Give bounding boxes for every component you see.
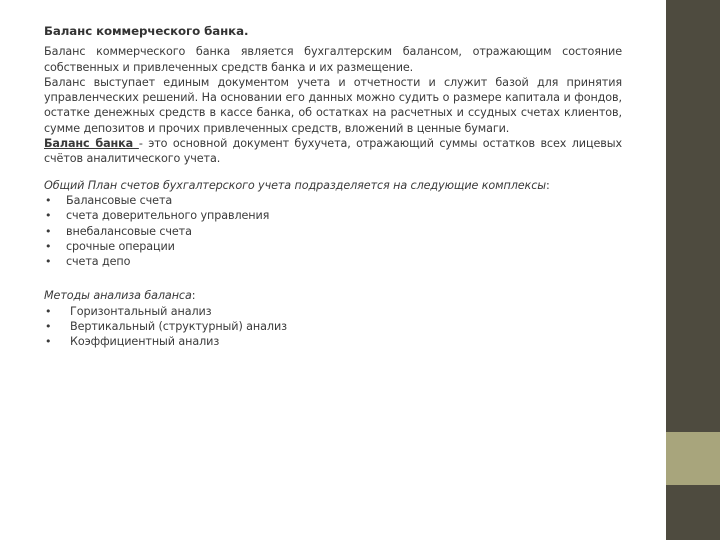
- methods-heading-colon: :: [191, 289, 196, 303]
- methods-heading: [44, 288, 622, 303]
- plan-item-label: счета депо: [66, 255, 131, 269]
- term-definition-text: - это основной документ бухучета, отражающий суммы остатков всех лицевых счётов аналитического учета.: [44, 137, 622, 166]
- list-item: [44, 193, 622, 208]
- paragraph-definition-balance: Баланс коммерческого банка является бухгалтерским балансом, отражающим состояние собственных и привлеченных средств банка и их размещение.: [44, 45, 622, 74]
- slide-content: [44, 24, 622, 350]
- methods-section: [44, 288, 622, 349]
- paragraph-bank-balance: [44, 136, 622, 167]
- plan-list: [44, 193, 622, 269]
- plan-section: [44, 178, 622, 270]
- bullet-icon: •: [45, 320, 52, 334]
- bullet-icon: •: [45, 224, 52, 238]
- list-item: [44, 319, 622, 334]
- paragraph-balance-role: Баланс выступает единым документом учета и отчетности и служит базой для принятия управленческих решений. На основании его данных можно судить о размере капитала и фондов, остатке денежных средств в кассе банка, об остатках на расчетных и ссудных счетах клиентов, сумме депозитов и прочих привлеченных средств, вложений в ценные бумаги.: [44, 75, 622, 135]
- bullet-icon: •: [45, 193, 52, 207]
- bullet-icon: •: [45, 304, 52, 318]
- plan-item-label: счета доверительного управления: [66, 209, 270, 223]
- bullet-icon: •: [45, 239, 52, 253]
- list-item: [44, 254, 622, 269]
- method-item-label: Вертикальный (структурный) анализ: [70, 320, 287, 334]
- bullet-icon: •: [45, 335, 52, 349]
- methods-heading-text: Методы анализа баланса: [44, 289, 192, 303]
- list-item: [44, 334, 622, 349]
- list-item: [44, 304, 622, 319]
- plan-item-label: срочные операции: [66, 239, 175, 253]
- sidebar-accent-block: [666, 432, 720, 485]
- bullet-icon: •: [45, 255, 52, 269]
- plan-heading-text: Общий План счетов бухгалтерского учета подразделяется на следующие комплексы: [44, 178, 546, 192]
- list-item: [44, 224, 622, 239]
- slide-title: Баланс коммерческого банка.: [44, 24, 249, 38]
- plan-heading-colon: :: [545, 178, 550, 192]
- methods-list: [44, 304, 622, 350]
- method-item-label: Горизонтальный анализ: [70, 304, 212, 318]
- plan-item-label: Балансовые счета: [66, 193, 173, 207]
- list-item: [44, 239, 622, 254]
- plan-item-label: внебалансовые счета: [66, 224, 192, 238]
- method-item-label: Коэффициентный анализ: [70, 335, 220, 349]
- plan-heading: [44, 178, 622, 193]
- term-bank-balance: Баланс банка: [44, 137, 139, 151]
- bullet-icon: •: [45, 209, 52, 223]
- list-item: [44, 208, 622, 223]
